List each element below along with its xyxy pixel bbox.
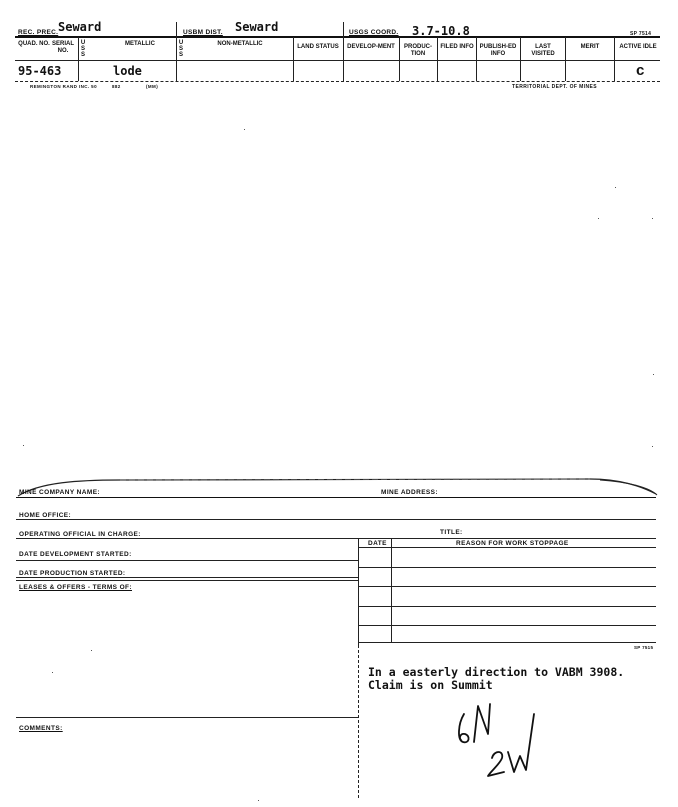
row-bottom-rule bbox=[15, 81, 660, 82]
mine-address-label: MINE ADDRESS: bbox=[381, 489, 438, 496]
note-line-1: In a easterly direction to VABM 3908. bbox=[368, 665, 625, 679]
footer-code: 882 bbox=[112, 84, 121, 89]
header-non-metallic: NON-METALLIC bbox=[217, 41, 263, 47]
rule-dev-started bbox=[16, 560, 358, 561]
prod-started-label: DATE PRODUCTION STARTED: bbox=[19, 570, 126, 577]
stoppage-date-divider bbox=[391, 538, 392, 642]
rule-stoppage-header bbox=[358, 547, 656, 548]
rule-comments bbox=[16, 717, 358, 718]
usbm-dist-value: Seward bbox=[235, 20, 279, 34]
header-development: DEVELOP-MENT bbox=[347, 44, 395, 50]
header-filed-info: FILED INFO bbox=[440, 44, 474, 50]
divider bbox=[614, 37, 615, 81]
card-top-rule bbox=[15, 36, 660, 38]
header-published-info: PUBLISH-ED INFO bbox=[479, 44, 517, 57]
title-label: TITLE: bbox=[440, 529, 463, 536]
divider bbox=[343, 22, 344, 81]
rec-prec-label: REC. PREC. bbox=[18, 29, 59, 36]
date-column-label: DATE bbox=[368, 540, 387, 547]
stoppage-row bbox=[358, 567, 656, 568]
usgs-coord-value: 3.7-10.8 bbox=[412, 24, 470, 38]
printer-credit: REMINGTON RAND INC. 50 bbox=[30, 84, 97, 89]
form-code-bottom: SP 7515 bbox=[634, 645, 654, 650]
header-production: PRODUC-TION bbox=[404, 44, 432, 57]
active-idle-mark: ↄ bbox=[636, 62, 645, 79]
home-office-label: HOME OFFICE: bbox=[19, 512, 72, 519]
stoppage-row bbox=[358, 586, 656, 587]
scan-speck bbox=[23, 445, 24, 446]
scan-speck bbox=[52, 672, 53, 673]
handwritten-township-range bbox=[450, 700, 560, 790]
comments-right-border bbox=[358, 650, 359, 798]
reason-column-label: REASON FOR WORK STOPPAGE bbox=[456, 540, 569, 547]
header-quad-no: QUAD. NO. bbox=[18, 41, 50, 47]
header-last-visited: LAST VISITED bbox=[531, 44, 555, 57]
divider bbox=[520, 37, 521, 81]
divider bbox=[476, 37, 477, 81]
divider bbox=[78, 37, 79, 81]
scan-speck bbox=[615, 187, 616, 188]
scan-speck bbox=[653, 374, 654, 375]
divider bbox=[293, 37, 294, 81]
rec-prec-value: Seward bbox=[58, 20, 102, 34]
stoppage-row bbox=[358, 606, 656, 607]
rule-prod-started-double bbox=[16, 580, 358, 581]
dev-started-label: DATE DEVELOPMENT STARTED: bbox=[19, 551, 132, 558]
usgs-coord-label: USGS COORD. bbox=[349, 29, 399, 36]
comments-label: COMMENTS: bbox=[19, 725, 63, 732]
header-active-idle: ACTIVE IDLE bbox=[619, 44, 657, 50]
scan-speck bbox=[244, 129, 245, 130]
issuing-department: TERRITORIAL DEPT. OF MINES bbox=[512, 84, 597, 90]
scan-speck bbox=[258, 800, 259, 801]
rule-operating-official bbox=[16, 538, 656, 539]
divider bbox=[565, 37, 566, 81]
stoppage-table-left bbox=[358, 538, 359, 648]
mine-company-label: MINE COMPANY NAME: bbox=[19, 489, 100, 496]
quad-serial-value: 95-463 bbox=[18, 64, 62, 78]
metallic-value: lode bbox=[113, 64, 142, 78]
scan-speck bbox=[652, 446, 653, 447]
leases-label: LEASES & OFFERS - TERMS OF: bbox=[19, 584, 132, 591]
scan-speck bbox=[91, 650, 92, 651]
header-bottom-rule bbox=[15, 60, 660, 61]
header-land-status: LAND STATUS bbox=[297, 44, 339, 50]
header-merit: MERIT bbox=[580, 44, 600, 50]
stoppage-row bbox=[358, 625, 656, 626]
divider bbox=[437, 37, 438, 81]
scan-speck bbox=[652, 218, 653, 219]
form-code-top: SP 7514 bbox=[630, 31, 652, 37]
stoppage-row bbox=[358, 642, 656, 643]
usbm-dist-label: USBM DIST. bbox=[183, 29, 223, 36]
rule-prod-started bbox=[16, 577, 358, 578]
rule-home-office bbox=[16, 519, 656, 520]
scan-speck bbox=[598, 218, 599, 219]
note-line-2: Claim is on Summit bbox=[368, 678, 493, 692]
header-uss-a: U S S bbox=[80, 40, 86, 58]
divider bbox=[176, 22, 177, 81]
header-serial-no: SERIAL NO. bbox=[51, 41, 74, 54]
operating-official-label: OPERATING OFFICIAL IN CHARGE: bbox=[19, 531, 141, 538]
header-metallic: METALLIC bbox=[125, 41, 155, 47]
rule-mine-company bbox=[16, 497, 656, 498]
header-uss-b: U S S bbox=[178, 40, 184, 58]
footer-code-mm: (MM) bbox=[146, 84, 159, 89]
form-top-edge bbox=[0, 470, 678, 500]
